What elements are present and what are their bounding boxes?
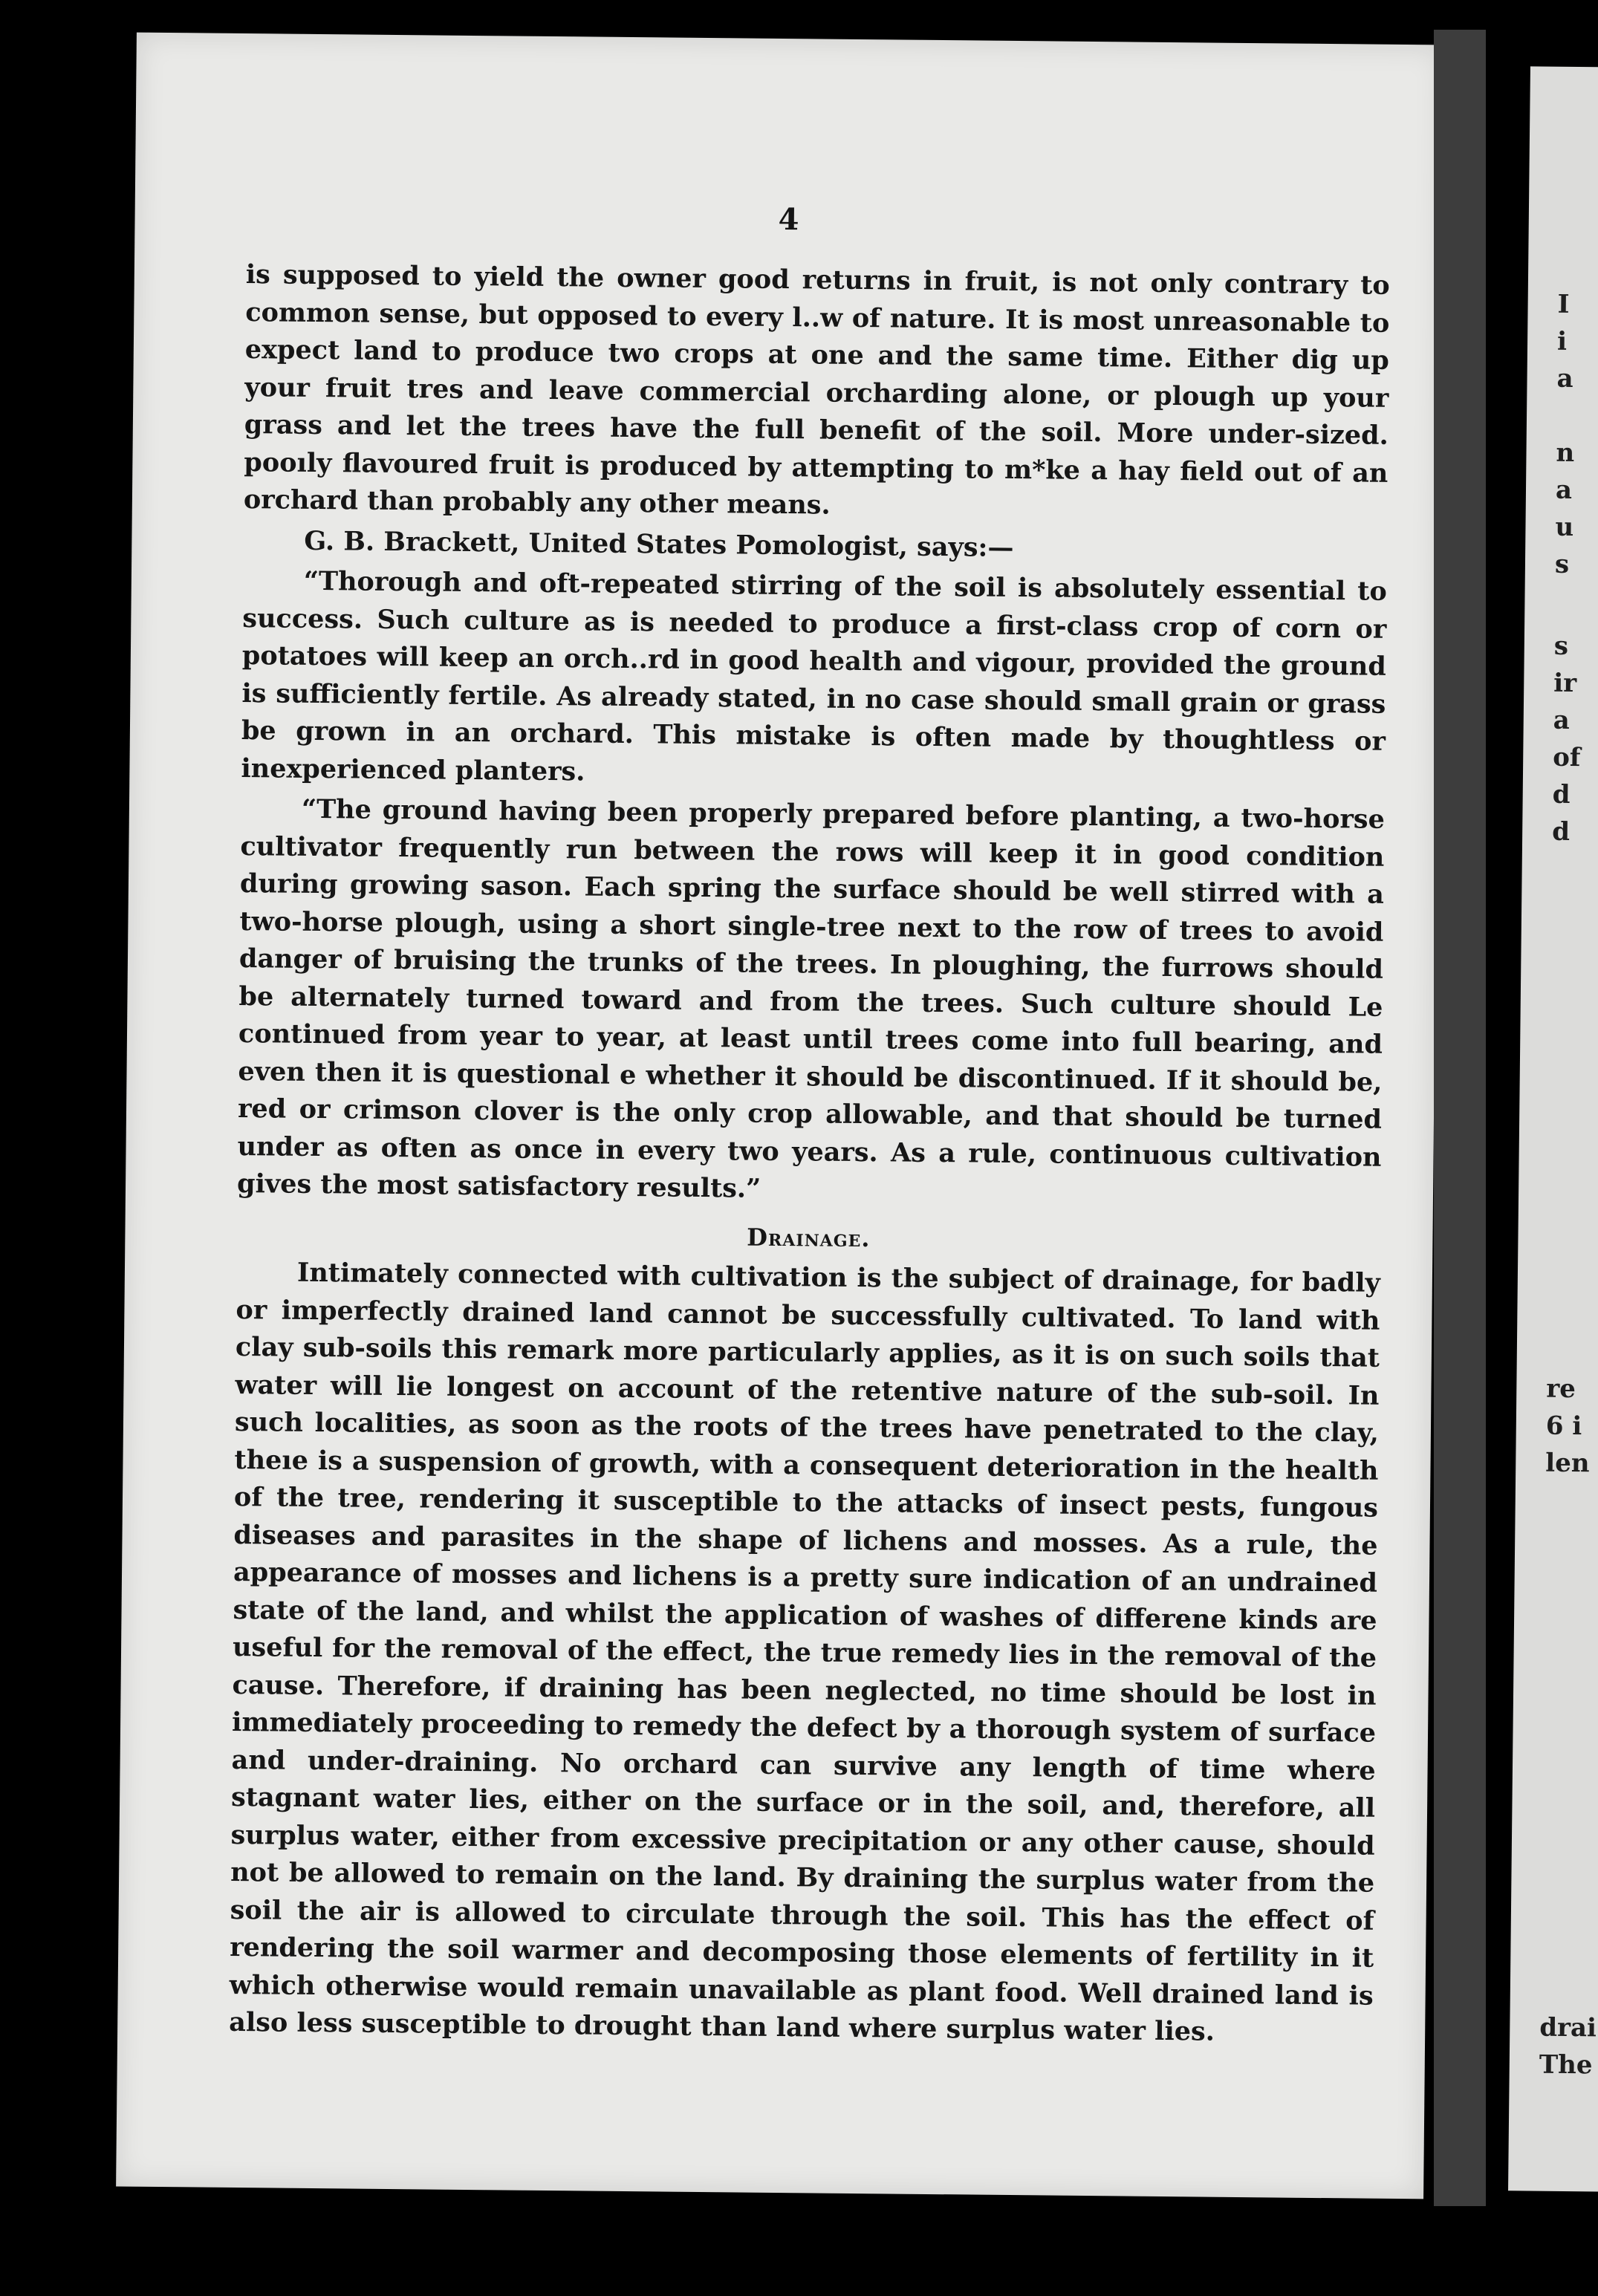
adjacent-text-fragment: 6 i bbox=[1545, 1411, 1582, 1442]
adjacent-text-fragment: drai bbox=[1539, 2012, 1597, 2043]
adjacent-text-fragment: d bbox=[1551, 816, 1571, 847]
paragraph-1: is supposed to yield the owner good returns in fruit, is not only contrary to common sense, but opposed to every l..w of nature. It is most unreasonable to expect land to produce two crops at one and the same time. Either dig up your fruit tres and leave commercial orcharding alone, or plough up your grass and let the trees have the full benefit of the soil. More under-sized. pooıly flavoured fruit is produced by attempting to m*ke a hay field out of an orchard than probably any other means. bbox=[243, 259, 1390, 521]
adjacent-text-fragment: len bbox=[1545, 1448, 1590, 1479]
quote-attribution: G. B. Brackett, United States Pomologist, says:— bbox=[304, 525, 1014, 563]
section-heading-drainage: Drainage. bbox=[747, 1223, 871, 1252]
adjacent-text-fragment: The bbox=[1539, 2049, 1593, 2081]
adjacent-text-fragment: i bbox=[1556, 326, 1568, 357]
adjacent-text-fragment: a bbox=[1553, 705, 1571, 735]
adjacent-text-fragment: s bbox=[1554, 549, 1570, 579]
page-body-text bbox=[229, 256, 1390, 2055]
adjacent-text-fragment: n bbox=[1556, 438, 1575, 468]
adjacent-text-fragment: of bbox=[1553, 742, 1581, 773]
adjacent-page-fragment bbox=[1508, 66, 1598, 2191]
adjacent-text-fragment: re bbox=[1546, 1373, 1576, 1405]
adjacent-text-fragment: d bbox=[1552, 779, 1571, 810]
paragraph-drainage: Intimately connected with cultivation is the subject of drainage, for badly or imperfectly drained land cannot be successfully cultivated. To land with clay sub-soils this remark more particularly applies, as it is on such soils that water will lie longest on account of the retentive nature of the sub-soil. In such localities, as soon as the roots of the trees have penetrated to the clay, theıe is a suspension of growth, with a consequent deterioration in the health of the tree, rendering it susceptible to the attacks of insect pests, fungous diseases and parasites in the shape of lichens and mosses. As a rule, the appearance of mosses and lichens is a pretty sure indication of an undrained state of the land, and whilst the application of washes of differene kinds are useful for the removal of the effect, the true remedy lies in the removal of the cause. Therefore, if draining has been neglected, no time should be lost in immediately proceeding to remedy the defect by a thorough system of surface and under-draining. No orchard can survive any length of time where stagnant water lies, either on the surface or in the soil, and, therefore, all surplus water, either from excessive precipitation or any other cause, should not be allowed to remain on the land. By draining the surplus water from the soil the air is allowed to circulate through the soil. This has the effect of rendering the soil warmer and decomposing those elements of fertility in it which otherwise would remain unavailable as plant food. Well drained land is also less susceptible to drought than land where surplus water lies. bbox=[229, 1257, 1381, 2047]
adjacent-text-fragment: u bbox=[1555, 512, 1574, 542]
page-gutter bbox=[1434, 30, 1486, 2206]
paragraph-quote-2: “The ground having been properly prepared before planting, a two-horse cultivator frequently run between the rows will keep it in good condition during growing sason. Each spring the surface should be well stirred with a two-horse plough, using a short single-tree next to the row of trees to avoid danger of bruising the trunks of the trees. In ploughing, the furrows should be alternately turned toward and from the trees. Such culture should Le continued from year to year, at least until trees come into full bearing, and even then it is questional e whether it should be discontinued. If it should be, red or crimson clover is the only crop allowable, and that should be turned under as often as once in every two years. As a rule, continuous cultivation gives the most satisfactory results.” bbox=[236, 793, 1386, 1204]
page-number: 4 bbox=[778, 201, 799, 238]
paragraph-quote-1: “Thorough and oft-repeated stirring of the soil is absolutely essential to success. Such culture as is needed to produce a first-class crop of corn or potatoes will keep an orch..rd in good health and vigour, provided the ground is sufficiently fertile. As already stated, in no case should small grain or grass be grown in an orchard. This mistake is often made by thoughtless or inexperienced planters. bbox=[241, 565, 1388, 787]
adjacent-text-fragment: s bbox=[1553, 631, 1569, 661]
adjacent-text-fragment: ir bbox=[1553, 668, 1577, 699]
adjacent-text-fragment: I bbox=[1557, 289, 1570, 319]
adjacent-text-fragment: a bbox=[1555, 475, 1573, 505]
adjacent-text-fragment: a bbox=[1556, 363, 1573, 394]
document-page bbox=[116, 33, 1444, 2199]
